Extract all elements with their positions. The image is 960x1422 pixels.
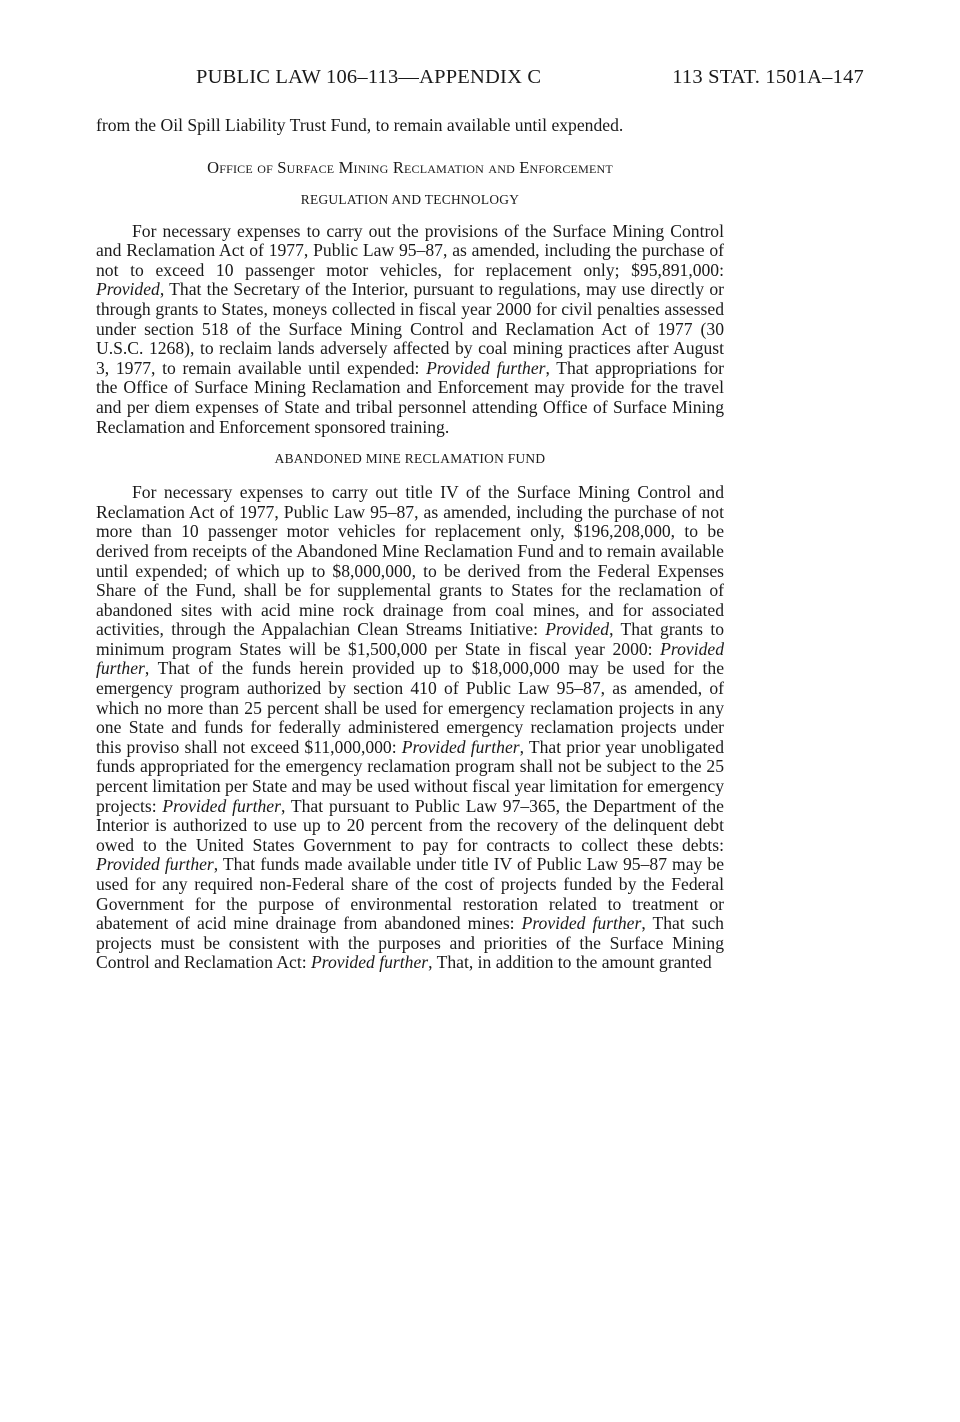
header-law-title: PUBLIC LAW 106–113—APPENDIX C	[196, 66, 542, 88]
abandoned-mine-paragraph: For necessary expenses to carry out title IV of the Surface Mining Control and Reclamation Act of 1977, Public Law 95–87, as amended, including the purchase of not more than 10 passenger motor vehicles for replacement only, $196,208,000, to be derived from receipts of the Abandoned Mine Reclamation Fund and to remain available until expended; of which up to $8,000,000, to be derived from the Federal Expenses Share of the Fund, shall be for supplemental grants to States for the reclamation of abandoned sites with acid mine rock drainage from coal mines, and for associated activities, through the Appalachian Clean Streams Initiative: Provided, That grants to minimum program States will be $1,500,000 per State in fiscal year 2000: Provided further, That of the funds herein provided up to $18,000,000 may be used for the emergency program authorized by section 410 of Public Law 95–87, as amended, of which no more than 25 percent shall be used for emergency reclamation projects in any one State and funds for federally administered emergency reclamation projects under this proviso shall not exceed $11,000,000: Provided further, That prior year unobligated funds appropriated for the emergency reclamation program shall not be subject to the 25 percent limitation per State and may be used without fiscal year limitation for emergency projects: Provided further, That pursuant to Public Law 97–365, the Department of the Interior is authorized to use up to 20 percent from the recovery of the delinquent debt owed to the United States Government to pay for contracts to collect these debts: Provided further, That funds made available under title IV of Public Law 95–87 may be used for any required non-Federal share of the cost of projects funded by the Federal Government for the purpose of environmental restoration related to treatment or abatement of acid mine drainage from abandoned mines: Provided further, That such projects must be consistent with the purposes and priorities of the Surface Mining Control and Reclamation Act: Provided further, That, in addition to the amount granted	[96, 482, 725, 973]
continuation-paragraph: from the Oil Spill Liability Trust Fund, to remain available until expended.	[96, 115, 624, 135]
agency-heading: Office of Surface Mining Reclamation and Enforcement	[207, 157, 613, 177]
header-stat-page: 113 STAT. 1501A–147	[672, 66, 864, 88]
regulation-paragraph: For necessary expenses to carry out the provisions of the Surface Mining Control and Reclamation Act of 1977, Public Law 95–87, as amended, including the purchase of not to exceed 10 passenger motor vehicles, for replacement only; $95,891,000: Provided, That the Secretary of the Interior, pursuant to regulations, may use directly or through grants to States, moneys collected in fiscal year 2000 for civil penalties assessed under section 518 of the Surface Mining Control and Reclamation Act of 1977 (30 U.S.C. 1268), to reclaim lands adversely affected by coal mining practices after August 3, 1977, to remain available until expended: Provided further, That appropriations for the Office of Surface Mining Reclamation and Enforcement may provide for the travel and per diem expenses of State and tribal personnel attending Office of Surface Mining Reclamation and Enforcement sponsored training.	[96, 220, 724, 437]
section-heading-abandoned-mine: ABANDONED MINE RECLAMATION FUND	[274, 451, 546, 467]
running-header	[196, 66, 864, 92]
document-body	[96, 116, 724, 973]
section-heading-regulation: REGULATION AND TECHNOLOGY	[300, 191, 520, 207]
